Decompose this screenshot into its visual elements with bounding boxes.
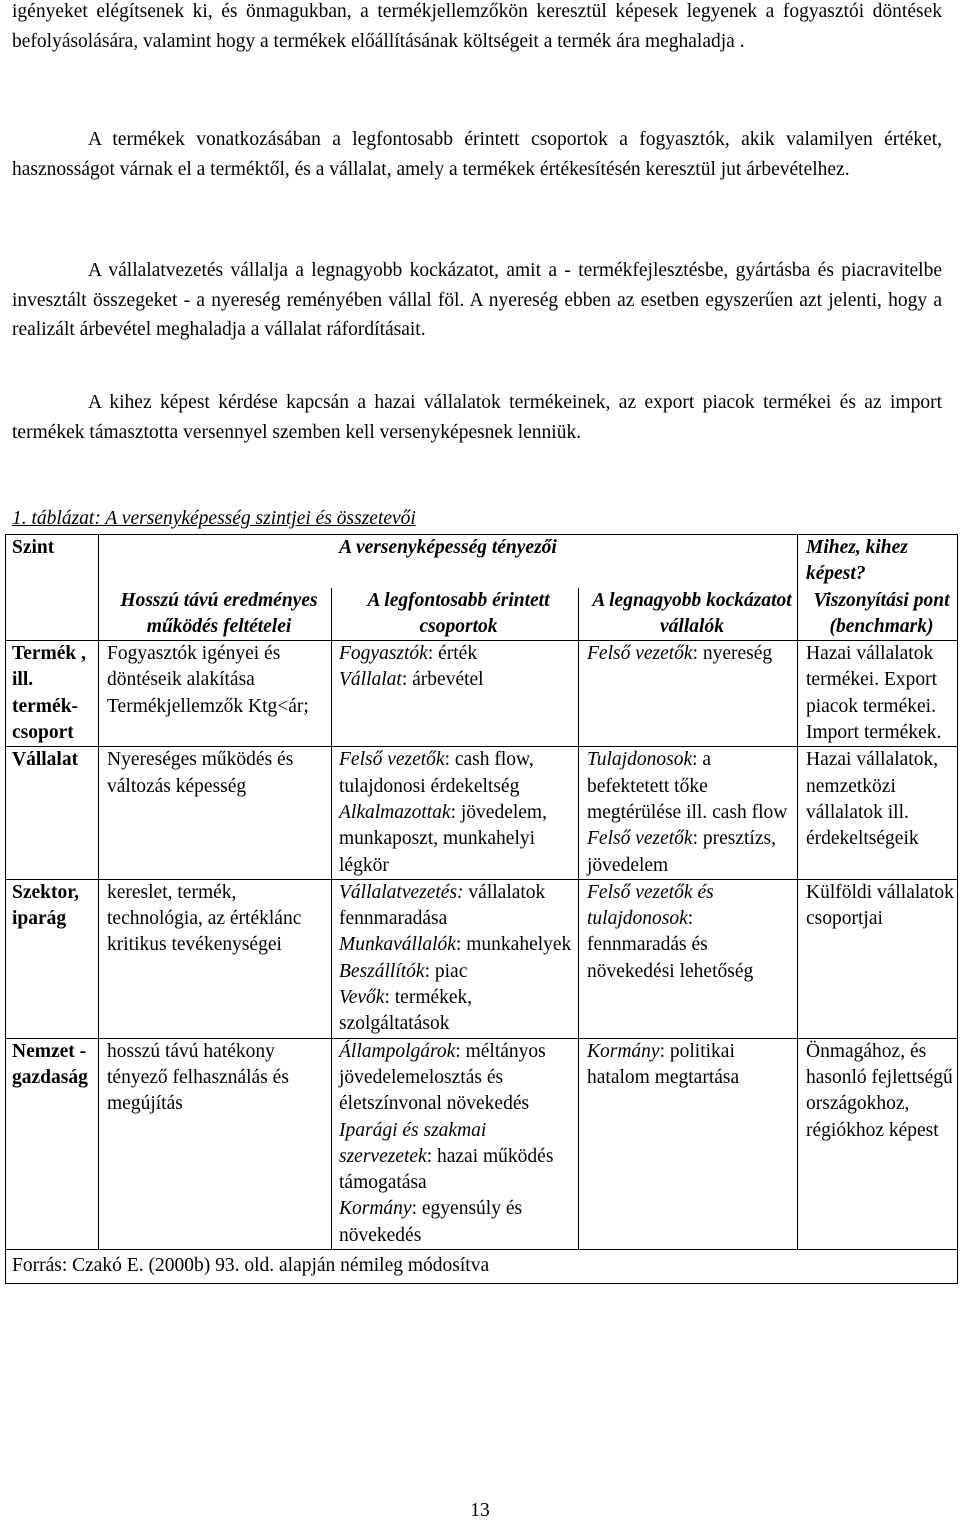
page-number: 13 (470, 1500, 490, 1521)
paragraph-text: A kihez képest kérdése kapcsán a hazai vállalatok termékeinek, az export piacok termékei és az import termékek támasztotta versennyel szemben kell versenyképesnek lenniük. (12, 392, 942, 443)
paragraph-text: A vállalatvezetés vállalja a legnagyobb kockázatot, amit a - termékfejlesztésbe, gyártásba és piacravitelbe invesztált összegeket - a nyereség reményében vállal föl. A nyereség ebben az esetben egyszerűen azt jelenti, hogy a realizált árbevétel meghaladja a vállalat ráfordításait. (12, 260, 942, 340)
row-benchmark: Hazai vállalatok termékei. Export piacok termékei. Import termékek. (798, 641, 958, 747)
row-benchmark: Külföldi vállalatok csoportjai (798, 879, 958, 1038)
header-level: Szint (6, 535, 99, 641)
stakeholder-entry: Vevők: termékek, szolgáltatások (339, 987, 473, 1035)
table-caption-number: 1. táblázat: (12, 508, 101, 529)
row-level: Termék , ill. termék-csoport (6, 641, 99, 747)
risk-entry: Felső vezetők és tulajdonosok: fennmaradás és növekedési lehetőség (587, 881, 754, 982)
stakeholder-entry: Vállalat: árbevétel (339, 669, 484, 691)
stakeholder-entry: Kormány: egyensúly és növekedés (339, 1198, 523, 1246)
table-subheader-row (6, 588, 958, 641)
row-benchmark: Önmagához, és hasonló fejlettségű országokhoz, régiókhoz képest (798, 1038, 958, 1249)
stakeholder-entry: Beszállítók: piac (339, 960, 468, 982)
row-benchmark: Hazai vállalatok, nemzetközi vállalatok ill. érdekeltségeik (798, 747, 958, 879)
row-level: Nemzet - gazdaság (6, 1038, 99, 1249)
risk-entry: Felső vezetők: presztízs, jövedelem (587, 828, 776, 876)
table-row (6, 747, 958, 879)
row-risk (579, 747, 798, 879)
table-row (6, 1038, 958, 1249)
table-source: Forrás: Czakó E. (2000b) 93. old. alapján némileg módosítva (6, 1250, 958, 1284)
paragraph-text: A termékek vonatkozásában a legfontosabb érintett csoportok a fogyasztók, akik valamilyen értéket, hasznosságot várnak el a terméktől, és a vállalat, amely a termékek értékesítésén keresztül jut árbevételhez. (12, 129, 942, 180)
row-stakeholders (332, 747, 579, 879)
stakeholder-entry: Alkalmazottak: jövedelem, munkaposzt, munkahelyi légkör (339, 801, 547, 876)
stakeholder-entry: Fogyasztók: érték (339, 643, 478, 665)
row-conditions: Nyereséges működés és változás képesség (99, 747, 332, 879)
row-conditions: hosszú távú hatékony tényező felhasználás és megújítás (99, 1038, 332, 1249)
table-header-row (6, 535, 958, 588)
header-stakeholders: A legfontosabb érintett csoportok (332, 588, 579, 641)
table-row (6, 641, 958, 747)
risk-entry: Felső vezetők: nyereség (587, 643, 773, 665)
stakeholder-entry: Munkavállalók: munkahelyek (339, 934, 572, 956)
row-stakeholders (332, 1038, 579, 1249)
row-risk (579, 641, 798, 747)
stakeholder-entry: Felső vezetők: cash flow, tulajdonosi érdekeltség (339, 749, 534, 797)
risk-entry: Tulajdonosok: a befektetett tőke megtérülése ill. cash flow (587, 749, 788, 823)
row-level: Szektor, iparág (6, 879, 99, 1038)
paragraph (12, 125, 942, 184)
stakeholder-entry: Iparági és szakmai szervezetek: hazai működés támogatása (339, 1119, 554, 1194)
header-compare-question: Mihez, kihez képest? (798, 535, 958, 588)
stakeholder-entry: Állampolgárok: méltányos jövedelemelosztás és életszínvonal növekedés (339, 1040, 546, 1115)
risk-entry: Kormány: politikai hatalom megtartása (587, 1040, 740, 1088)
row-level: Vállalat (6, 747, 99, 879)
row-conditions: kereslet, termék, technológia, az értéklánc kritikus tevékenységei (99, 879, 332, 1038)
row-conditions: Fogyasztók igényei és döntéseik alakítása Termékjellemzők Ktg<ár; (99, 641, 332, 747)
table-caption (12, 508, 416, 530)
row-stakeholders (332, 641, 579, 747)
header-benchmark: Viszonyítási pont (benchmark) (798, 588, 958, 641)
row-stakeholders (332, 879, 579, 1038)
paragraph-continuation: igényeket elégítsenek ki, és önmagukban, a termékjellemzőkön keresztül képesek legyenek a fogyasztói döntések befolyásolására, valamint hogy a termékek előállításának költségeit a termék ára meghaladja . (12, 1, 942, 52)
table-source-row (6, 1250, 958, 1284)
header-factors: A versenyképesség tényezői (99, 535, 798, 588)
header-risk: A legnagyobb kockázatot vállalók (579, 588, 798, 641)
paragraph (12, 256, 942, 345)
table-row (6, 879, 958, 1038)
row-risk (579, 1038, 798, 1249)
paragraph (12, 388, 942, 447)
table-caption-title: A versenyképesség szintjei és összetevői (100, 508, 416, 529)
header-long-term: Hosszú távú eredményes működés feltételei (99, 588, 332, 641)
stakeholder-entry: Vállalatvezetés: vállalatok fennmaradása (339, 881, 546, 930)
row-risk (579, 879, 798, 1038)
competitiveness-table (5, 534, 958, 1284)
